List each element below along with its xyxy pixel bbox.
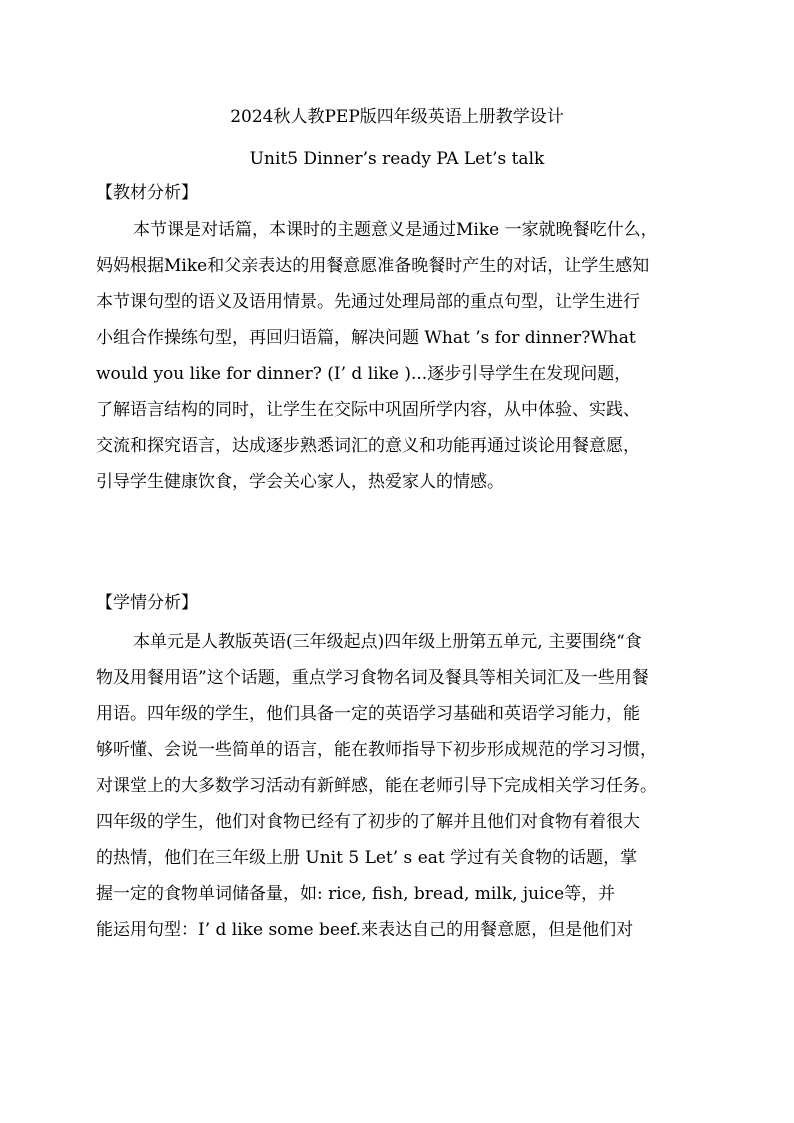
paragraph-line: 交流和探究语言，达成逐步熟悉词汇的意义和功能再通过谈论用餐意愿， [96,436,640,456]
paragraph-line: 本节课是对话篇，本课时的主题意义是通过Mike 一家就晚餐吃什么， [133,220,658,240]
document-subtitle: Unit5 Dinner’s ready PA Let’s talk [249,149,545,169]
paragraph-line: 小组合作操练句型，再回归语篇，解决问题 What ’s for dinner?What [96,328,636,348]
paragraph-line: 对课堂上的大多数学习活动有新鲜感，能在老师引导下完成相关学习任务。 [96,776,657,796]
section-heading-learner-analysis: 【学情分析】 [96,593,198,613]
paragraph-line: 本单元是人教版英语(三年级起点)四年级上册第五单元, 主要围绕“食 [133,632,642,652]
paragraph-line: 妈妈根据Mike和父亲表达的用餐意愿准备晚餐时产生的对话，让学生感知 [96,256,650,276]
learner-analysis-paragraph [96,624,708,948]
paragraph-line: would you like for dinner? (I’ d like )...逐步引导学生在发现问题， [96,364,632,384]
paragraph-line: 的热情，他们在三年级上册 Unit 5 Let’ s eat 学过有关食物的话题，掌 [96,848,638,868]
paragraph-line: 本节课句型的语义及语用情景。先通过处理局部的重点句型，让学生进行 [96,292,640,312]
document-title: 2024秋人教PEP版四年级英语上册教学设计 [230,107,564,127]
paragraph-line: 物及用餐用语”这个话题，重点学习食物名词及餐具等相关词汇及一些用餐 [96,668,649,688]
paragraph-line: 四年级的学生，他们对食物已经有了初步的了解并且他们对食物有着很大 [96,812,640,832]
paragraph-line: 能运用句型：I’ d like some beef.来表达自己的用餐意愿，但是他们对 [96,920,634,940]
paragraph-line: 够听懂、会说一些简单的语言，能在教师指导下初步形成规范的学习习惯， [96,740,657,760]
paragraph-line: 用语。四年级的学生，他们具备一定的英语学习基础和英语学习能力，能 [96,704,640,724]
paragraph-line: 握一定的食物单词储备量，如: rice, fish, bread, milk, juice等，并 [96,884,616,904]
paragraph-line: 引导学生健康饮食，学会关心家人，热爱家人的情感。 [96,472,504,492]
paragraph-line: 了解语言结构的同时，让学生在交际中巩固所学内容，从中体验、实践、 [96,400,640,420]
textbook-analysis-paragraph [96,212,708,500]
section-heading-textbook-analysis: 【教材分析】 [96,183,198,203]
